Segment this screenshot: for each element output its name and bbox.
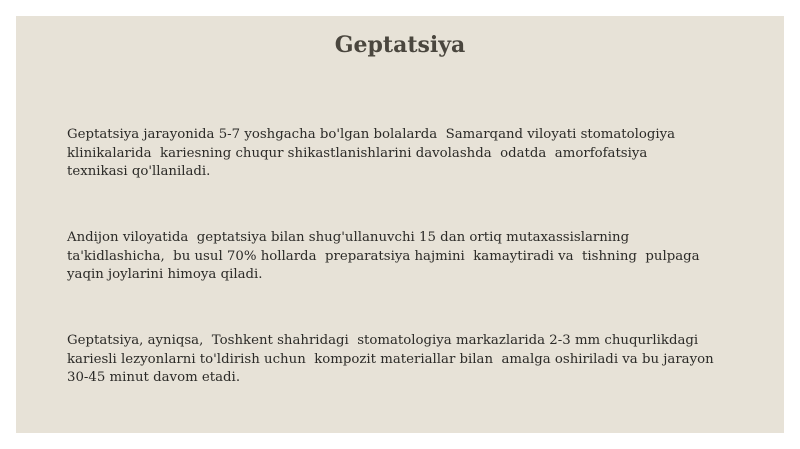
paragraph-2: Andijon viloyatida geptatsiya bilan shug'ullanuvchi 15 dan ortiq mutaxassislarning ta'kidlashicha, bu usul 70% hollarda preparatsiya hajmini kamaytiradi va tishning pulpaga yaqin joylarini himoya qiladi.: [67, 230, 700, 282]
paragraph-1: Geptatsiya jarayonida 5-7 yoshgacha bo'lgan bolalarda Samarqand viloyati stomatologiya klinikalarida kariesning chuqur shikastlanishlarini davolashda odatda amorfofatsiya texnikasi qo'llaniladi.: [67, 127, 676, 179]
slide-title: Geptatsiya: [334, 32, 466, 58]
slide: [16, 16, 784, 433]
paragraph-3: Geptatsiya, ayniqsa, Toshkent shahridagi stomatologiya markazlarida 2-3 mm chuqurlikdagi kariesli lezyonlarni to'ldirish uchun kompozit materiallar bilan amalga oshiriladi va bu jarayon 30-45 minut davom etadi.: [67, 333, 714, 385]
